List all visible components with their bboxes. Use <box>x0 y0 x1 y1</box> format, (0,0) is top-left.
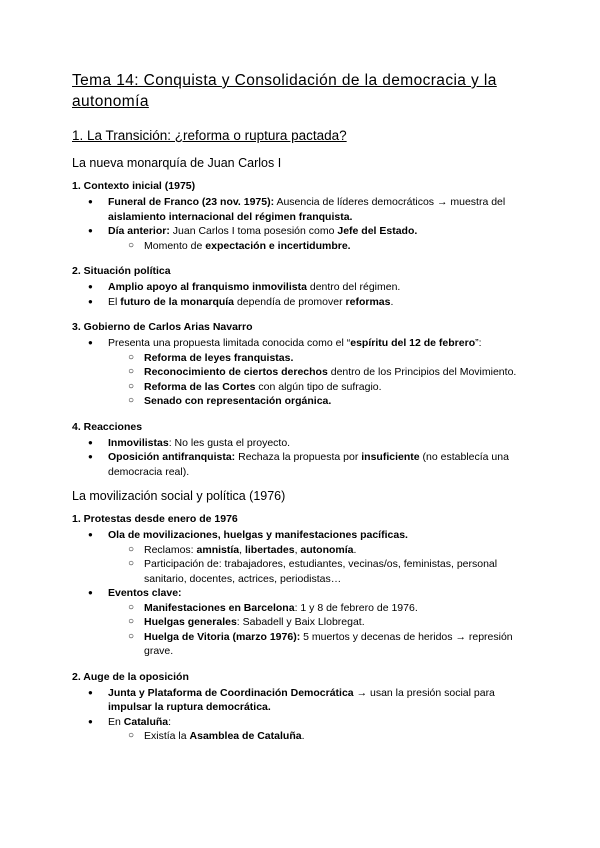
document-title: Tema 14: Conquista y Consolidación de la democracia y la autonomía <box>72 72 497 110</box>
list-item <box>72 224 540 239</box>
list-gobierno <box>72 336 540 409</box>
list-subitem <box>72 351 540 366</box>
bold-text: Reforma de leyes franquistas. <box>144 351 294 364</box>
list-subitem <box>72 365 540 380</box>
list-auge <box>72 686 540 744</box>
list-item <box>72 450 540 479</box>
subsection-heading-monarquia: La nueva monarquía de Juan Carlos I <box>72 156 282 170</box>
bold-text: Asamblea de Cataluña <box>189 730 302 742</box>
bold-text: Huelga de Vitoria (marzo 1976): <box>144 630 301 643</box>
text: Reclamos: <box>144 543 197 556</box>
bold-text: Oposición antifranquista: <box>108 451 236 463</box>
text: con algún tipo de sufragio. <box>255 380 382 393</box>
list-subitem <box>72 239 540 254</box>
text: Rechaza la propuesta por <box>235 451 362 463</box>
text: : <box>168 715 172 728</box>
text: : Sabadell y Baix Llobregat. <box>236 616 365 628</box>
list-item <box>72 295 540 310</box>
bold-text: insuficiente <box>361 451 420 463</box>
list-item <box>72 715 540 730</box>
text: : No les gusta el proyecto. <box>168 436 291 449</box>
text: ”: <box>475 337 482 349</box>
heading-situacion-politica: 2. Situación política <box>72 265 171 277</box>
list-item <box>72 280 540 295</box>
bold-text: Eventos clave: <box>108 587 182 599</box>
text: dentro de los Principios del Movimiento. <box>327 366 517 378</box>
text: En <box>108 715 124 728</box>
bold-text: amnistía <box>196 543 240 556</box>
bold-text: espíritu del 12 de febrero <box>350 337 476 349</box>
list-item <box>72 528 540 543</box>
bold-text: Funeral de Franco (23 nov. 1975): <box>108 196 275 208</box>
list-item <box>72 436 540 451</box>
list-subitem <box>72 557 540 586</box>
heading-protestas: 1. Protestas desde enero de 1976 <box>72 513 238 525</box>
list-subitem <box>72 380 540 395</box>
list-reacciones <box>72 436 540 480</box>
heading-gobierno-arias: 3. Gobierno de Carlos Arias Navarro <box>72 321 253 333</box>
text: . <box>390 295 394 308</box>
section-heading-transicion: 1. La Transición: ¿reforma o ruptura pactada? <box>72 128 347 143</box>
list-contexto <box>72 195 540 253</box>
list-item <box>72 195 540 224</box>
text: 5 muertos y decenas de heridos → represión grave. <box>144 630 513 657</box>
bold-text: Cataluña <box>123 715 169 728</box>
text: : 1 y 8 de febrero de 1976. <box>294 601 418 614</box>
bold-text: Senado con representación orgánica. <box>144 395 332 407</box>
list-item <box>72 336 540 351</box>
bold-text: reformas <box>345 295 391 308</box>
text: Ausencia de líderes democráticos → muestra del <box>274 196 506 208</box>
heading-contexto-inicial: 1. Contexto inicial (1975) <box>72 180 196 192</box>
list-situacion <box>72 280 540 309</box>
bold-text: impulsar la ruptura democrática. <box>108 701 271 713</box>
text: Participación de: trabajadores, estudiantes, vecinas/os, feministas, personal sanitario, docentes, actrices, periodistas… <box>144 558 498 585</box>
list-item <box>72 586 540 601</box>
bold-text: Día anterior: <box>108 225 170 237</box>
bold-text: Reconocimiento de ciertos derechos <box>144 366 328 378</box>
list-subitem <box>72 543 540 558</box>
subsection-heading-movilizacion: La movilización social y política (1976) <box>72 489 286 503</box>
text: , <box>239 543 245 556</box>
heading-auge-oposicion: 2. Auge de la oposición <box>72 670 189 683</box>
list-subitem <box>72 394 540 409</box>
text: → usan la presión social para <box>353 686 495 699</box>
bold-text: futuro de la monarquía <box>120 295 235 308</box>
text: Presenta una propuesta limitada conocida como el “ <box>108 337 351 349</box>
bold-text: expectación e incertidumbre. <box>205 239 351 252</box>
list-subitem <box>72 615 540 630</box>
bold-text: Manifestaciones en Barcelona <box>144 601 295 614</box>
bold-text: Inmovilistas <box>108 436 169 449</box>
list-subitem <box>72 630 540 659</box>
bold-text: Jefe del Estado. <box>337 225 418 237</box>
bold-text: Ola de movilizaciones, huelgas y manifestaciones pacíficas. <box>108 529 408 541</box>
text: dependía de promover <box>234 295 346 308</box>
list-subitem <box>72 601 540 616</box>
heading-reacciones: 4. Reacciones <box>72 420 143 433</box>
bold-text: Amplio apoyo al franquismo inmovilista <box>108 281 307 293</box>
list-protestas <box>72 528 540 659</box>
text: . <box>301 730 305 742</box>
text: (no establecía una democracia real). <box>108 451 509 478</box>
text: Momento de <box>144 239 206 252</box>
bold-text: Reforma de las Cortes <box>144 380 256 393</box>
text: . <box>353 543 357 556</box>
bold-text: Huelgas generales <box>144 616 237 628</box>
text: Existía la <box>144 730 190 742</box>
bold-text: aislamiento internacional del régimen franquista. <box>108 210 353 223</box>
bold-text: Junta y Plataforma de Coordinación Democrática <box>108 686 354 699</box>
text: El <box>108 295 121 308</box>
text: Juan Carlos I toma posesión como <box>169 225 338 237</box>
bold-text: libertades <box>244 543 295 556</box>
text: dentro del régimen. <box>306 281 401 293</box>
bold-text: autonomía <box>300 543 354 556</box>
text: , <box>294 543 301 556</box>
list-subitem <box>72 729 540 744</box>
list-item <box>72 686 540 715</box>
